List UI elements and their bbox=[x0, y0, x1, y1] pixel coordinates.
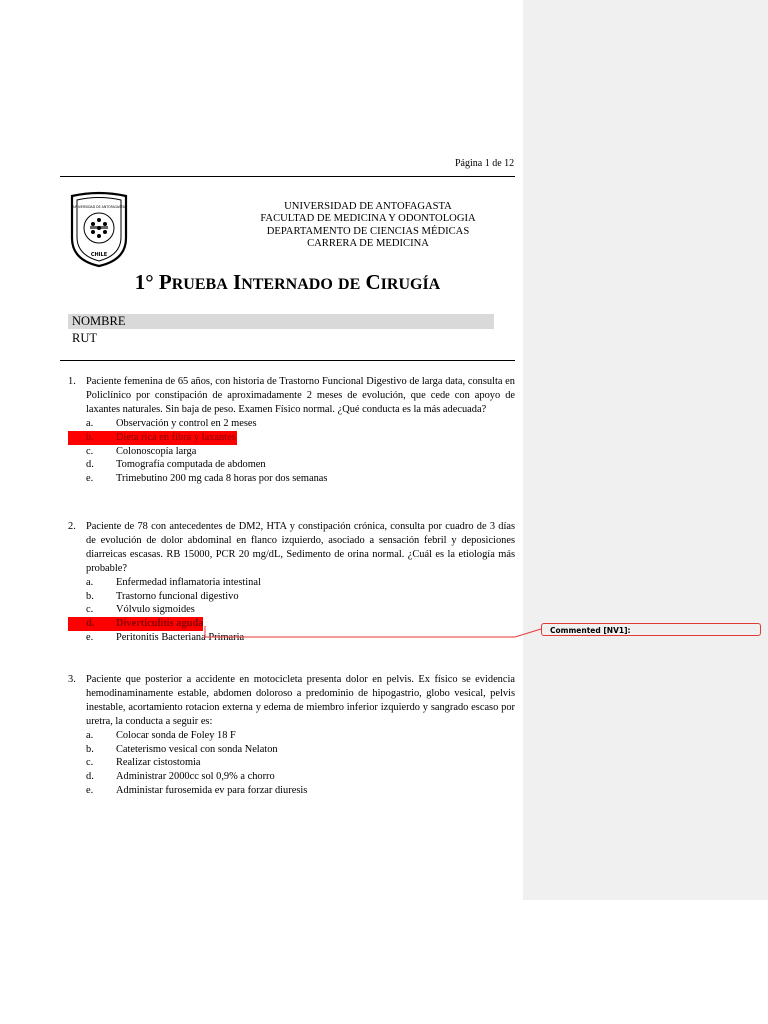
option-a[interactable]: a. Observación y control en 2 meses bbox=[86, 417, 257, 429]
header-line: DEPARTAMENTO DE CIENCIAS MÉDICAS bbox=[266, 225, 470, 237]
logo-text-top: UNIVERSIDAD DE ANTOFAGASTA bbox=[73, 205, 125, 209]
name-field-label: NOMBRE bbox=[68, 314, 494, 329]
question-number: 1. bbox=[68, 376, 76, 387]
option-d[interactable]: d. Tomografía computada de abdomen bbox=[86, 459, 266, 471]
option-e[interactable]: e. Peritonitis Bacteriana Primaria bbox=[86, 632, 245, 644]
header-line: UNIVERSIDAD DE ANTOFAGASTA bbox=[284, 201, 452, 212]
option-e[interactable]: e. Trimebutino 200 mg cada 8 horas por dos semanas bbox=[86, 473, 328, 485]
option-d[interactable]: d. Administrar 2000cc sol 0,9% a chorro bbox=[86, 771, 275, 783]
rut-field-label: RUT bbox=[72, 331, 97, 345]
option-d-highlighted[interactable]: d. Diverticulitis aguda bbox=[68, 617, 515, 631]
option-c[interactable]: c. Realizar cistostomia bbox=[86, 757, 201, 769]
option-b-highlighted[interactable]: b. Dieta rica en fibra y laxantes bbox=[68, 431, 515, 445]
header-line: FACULTAD DE MEDICINA Y ODONTOLOGIA bbox=[260, 213, 476, 225]
option-a[interactable]: a. Enfermedad inflamatoria intestinal bbox=[86, 576, 261, 588]
page-title: 1° PRUEBA INTERNADO DE CIRUGÍA bbox=[134, 270, 441, 294]
option-c[interactable]: c. Colonoscopía larga bbox=[86, 445, 197, 457]
option-a[interactable]: a. Colocar sonda de Foley 18 F bbox=[86, 729, 236, 741]
option-e[interactable]: e. Administar furosemida ev para forzar diuresis bbox=[86, 785, 308, 797]
question-number: 3. bbox=[68, 674, 76, 685]
comment-label: Commented [NV1]: bbox=[550, 626, 631, 635]
option-b[interactable]: b. Trastorno funcional digestivo bbox=[86, 590, 239, 602]
page-number: Página 1 de 12 bbox=[455, 158, 515, 169]
header-line: CARRERA DE MEDICINA bbox=[307, 238, 429, 250]
option-b[interactable]: b. Cateterismo vesical con sonda Nelaton bbox=[86, 743, 278, 755]
comment-balloon[interactable] bbox=[541, 623, 761, 636]
question-text: Paciente femenina de 65 años, con historia de Trastorno Funcional Digestivo de larga data, consulta en Policlínico por constipación de aproximadamente 2 meses de evolución, que cede con apoyo de laxantes naturales. Sin baja de peso. Examen Físico normal. ¿Qué conducta es la más adecuada? bbox=[86, 376, 515, 415]
question-text: Paciente que posterior a accidente en motocicleta presenta dolor en pelvis. Ex físico se evidencia hemodinaminamente estable, abdomen doloroso a predominio de hipogastrio, globo vesical, pelvis inestable, acortamiento rotacion externa y edema de miembro inferior izquierdo y sangrado escaso por uretra, la conducta a seguir es: bbox=[86, 674, 515, 727]
question-text: Paciente de 78 con antecedentes de DM2, HTA y constipación crónica, consulta por cuadro de 3 días de evolución de dolor abdominal en flanco izquierdo, asociado a sensación febril y deposiciones diarreicas escasas. RB 15000, PCR 20 mg/dL, Sedimento de orina normal. ¿Cuál es la etiología más probable? bbox=[86, 521, 515, 574]
option-c[interactable]: c. Vólvulo sigmoides bbox=[86, 604, 195, 616]
question-number: 2. bbox=[68, 521, 76, 532]
logo-text-bottom: CHILE bbox=[90, 252, 108, 258]
